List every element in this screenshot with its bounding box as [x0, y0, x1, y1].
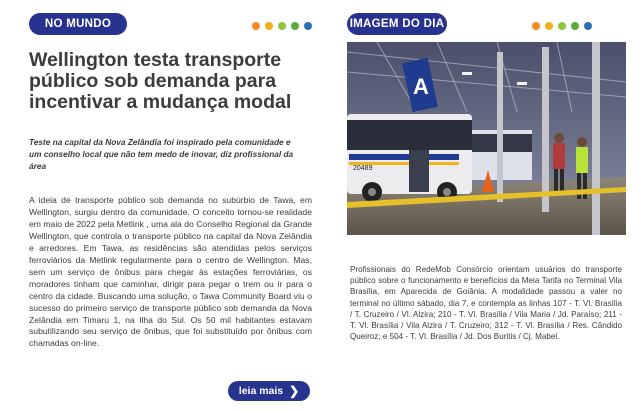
- article-body: A ideia de transporte público sob demanda no subúrbio de Tawa, em Wellington, surgiu dentro da comunidade. O conceito tornou-se realidade em maio de 2022 pela Metlink , uma ala do Conselho Regional da Grande Wellington, que controla o transporte público na capital da Nova Zelândia e arredores. Em Tawa, as residências são atendidas pelos serviços ferroviários da Metlink regularmente para o centro de Wellington. Mas, sem um serviço de ônibus para chegar às estações ferroviárias, os moradores tinham que caminhar, dirigir para pegar o trem ou ir para o centro da cidade. Buscando uma solução, o Tawa Community Board viu o sucesso do primeiro serviço de transporte público sob demanda da Nova Zelândia em Timaru 1, na Ilha do Sul. Os 50 mil habitantes estavam subutilizando seu serviço de ônibus, que foi substituído por ônibus com chamadas on-line.: [29, 195, 312, 349]
- chevron-right-icon: ❯: [289, 384, 300, 398]
- dot: [558, 22, 566, 30]
- dot: [291, 22, 299, 30]
- article-headline: Wellington testa transporte público sob demanda para incentivar a mudança modal: [29, 49, 292, 113]
- dot: [265, 22, 273, 30]
- dot: [545, 22, 553, 30]
- dot: [252, 22, 260, 30]
- dot: [304, 22, 312, 30]
- bus-terminal-photo: [347, 42, 626, 235]
- read-more-button[interactable]: [228, 381, 310, 401]
- imagem-do-dia-panel: [333, 0, 641, 411]
- decorative-dots: [252, 22, 312, 30]
- dot: [584, 22, 592, 30]
- dot: [532, 22, 540, 30]
- decorative-dots: [532, 22, 592, 30]
- read-more-label: leia mais: [238, 385, 284, 397]
- article-dek: Teste na capital da Nova Zelândia foi inspirado pela comunidade e um conselho local que não tem medo de inovar, diz profissional da área: [29, 137, 294, 171]
- platform-sign: A: [413, 74, 429, 99]
- section-tag: IMAGEM DO DIA: [347, 13, 447, 35]
- section-tag: NO MUNDO: [29, 13, 127, 35]
- dot: [278, 22, 286, 30]
- bus-number: 20489: [353, 165, 373, 172]
- dot: [571, 22, 579, 30]
- photo-caption: Profissionais do RedeMob Consórcio orientam usuários do transporte público sobre o funcionamento e benefícios da Meia Tarifa no Terminal Vila Brasília, em Aparecida de Goiânia. A modalidade passou a valer no terminal no último sábado, dia 7, e contempla as linhas 107 - T. Vl. Brasília / T. Cruzeiro / Vl. Alzira; 210 - T. Vl. Brasília / Vila Maria / Jd. Paraíso; 211 - T. Vl. Brasília / Vila Alzira / T. Cruzeiro; 312 - T. Vl. Brasília / Res. Cândido Queiroz; e 504 - T. Vl. Brasília / Jd. Dos Buritis / Cj. Mabel.: [350, 265, 622, 342]
